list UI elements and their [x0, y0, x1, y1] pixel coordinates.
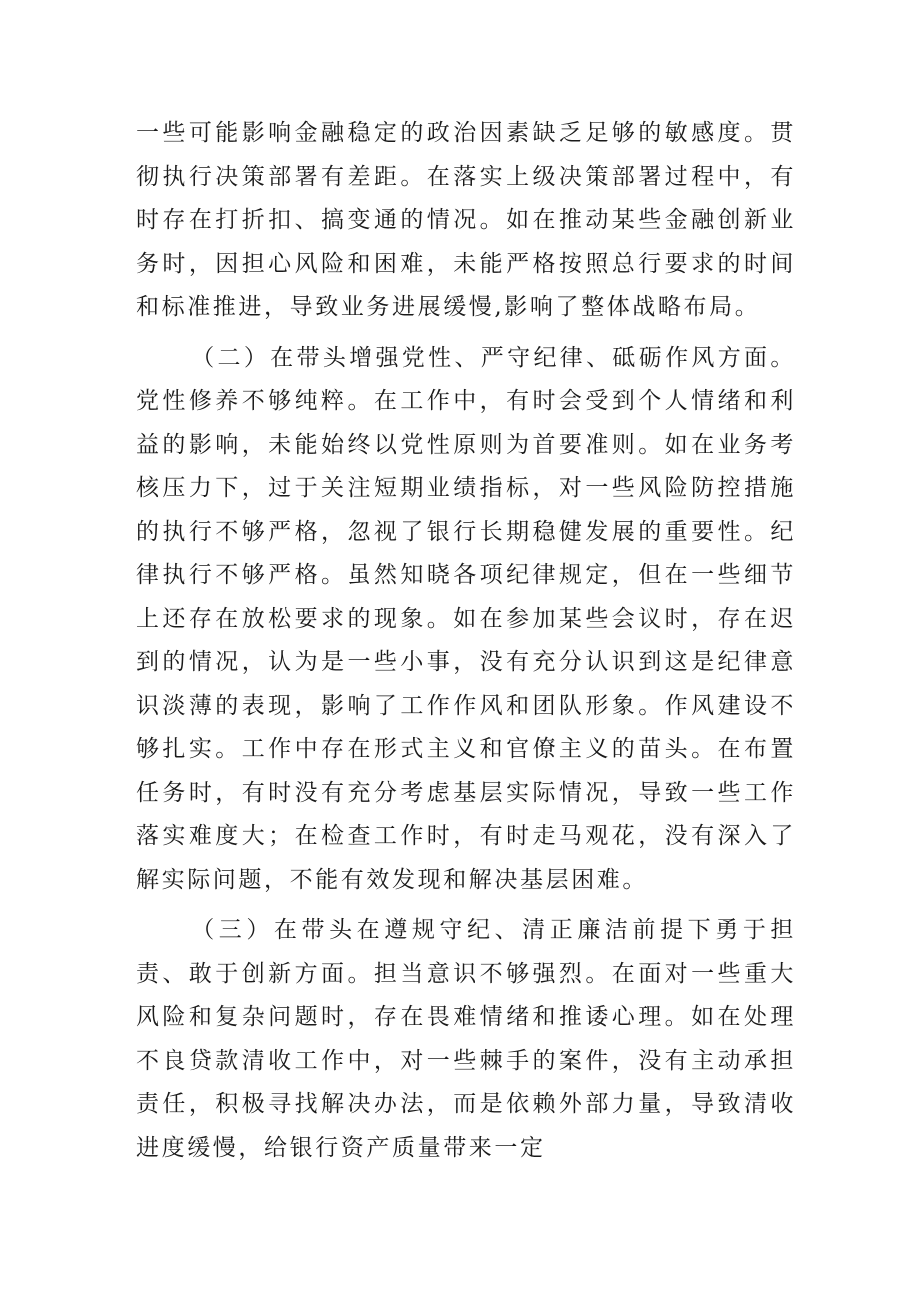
paragraph-section-two: （二）在带头增强党性、严守纪律、砥砺作风方面。党性修养不够纯粹。在工作中，有时会受到个人情绪和利益的影响，未能始终以党性原则为首要准则。如在业务考核压力下，过于关注短期业绩指标，对一些风险防控措施的执行不够严格，忽视了银行长期稳健发展的重要性。纪律执行不够严格。虽然知晓各项纪律规定，但在一些细节上还存在放松要求的现象。如在参加某些会议时，存在迟到的情况，认为是一些小事，没有充分认识到这是纪律意识淡薄的表现，影响了工作作风和团队形象。作风建设不够扎实。工作中存在形式主义和官僚主义的苗头。在布置任务时，有时没有充分考虑基层实际情况，导致一些工作落实难度大；在检查工作时，有时走马观花，没有深入了解实际问题，不能有效发现和解决基层困难。	[136, 344, 796, 893]
paragraph-section-three: （三）在带头在遵规守纪、清正廉洁前提下勇于担责、敢于创新方面。担当意识不够强烈。在面对一些重大风险和复杂问题时，存在畏难情绪和推诿心理。如在处理不良贷款清收工作中，对一些棘手的案件，没有主动承担责任，积极寻找解决办法，而是依赖外部力量，导致清收进度缓慢，给银行资产质量带来一定	[136, 917, 796, 1161]
document-body	[136, 112, 796, 1170]
paragraph-continuation: 一些可能影响金融稳定的政治因素缺乏足够的敏感度。贯彻执行决策部署有差距。在落实上级决策部署过程中，有时存在打折扣、搞变通的情况。如在推动某些金融创新业务时，因担心风险和困难，未能严格按照总行要求的时间和标准推进，导致业务进展缓慢,影响了整体战略布局。	[136, 120, 796, 320]
